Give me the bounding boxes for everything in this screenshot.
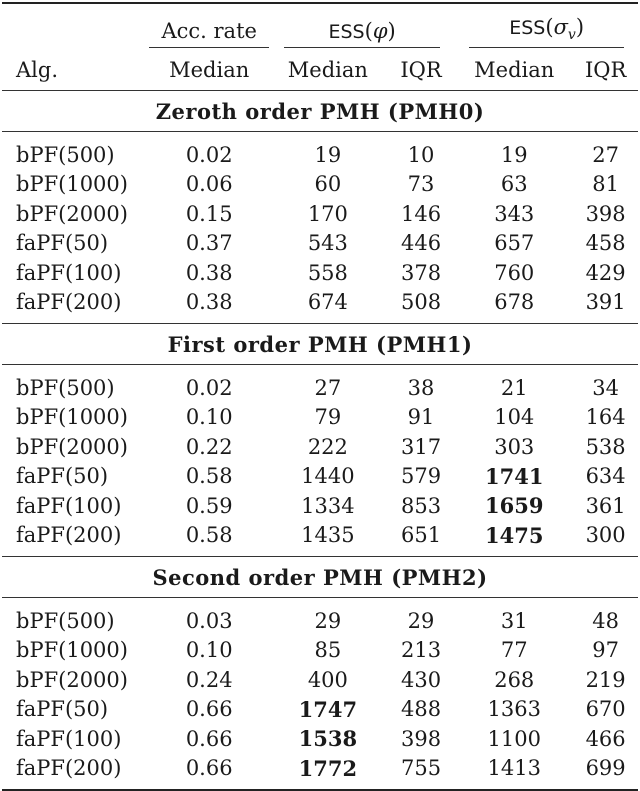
ess-sigma-iqr-cell: 429 bbox=[585, 260, 626, 285]
acc-rate-cell: 0.03 bbox=[185, 608, 233, 633]
table-row bbox=[2, 288, 638, 324]
ess-sigma-iqr-cell: 538 bbox=[585, 434, 626, 459]
ess-phi-iqr-cell: 29 bbox=[407, 608, 435, 633]
ess-sigma-median-cell: 268 bbox=[494, 667, 535, 692]
algorithm-cell: bPF(2000) bbox=[16, 667, 128, 692]
ess-phi-median-cell: 543 bbox=[307, 231, 348, 256]
acc-median-header: Median bbox=[149, 50, 268, 91]
algorithm-cell: bPF(500) bbox=[16, 608, 115, 633]
table-row bbox=[2, 258, 638, 288]
algorithm-cell: faPF(200) bbox=[16, 523, 122, 548]
ess-sigma-median-cell: 1659 bbox=[485, 493, 544, 519]
ess-phi-iqr-cell: 651 bbox=[400, 523, 442, 548]
ess-phi-iqr-cell: 38 bbox=[407, 375, 435, 400]
algorithm-cell: faPF(200) bbox=[2, 754, 149, 791]
ess-phi-median-cell: 1772 bbox=[269, 754, 387, 791]
ess-phi-iqr-cell: 378 bbox=[400, 260, 442, 285]
algorithm-cell: faPF(100) bbox=[16, 493, 122, 518]
ess-sigma-iqr-cell: 670 bbox=[585, 697, 626, 722]
acc-rate-cell: 0.15 bbox=[185, 201, 233, 226]
ess-sigma-iqr-cell: 27 bbox=[592, 142, 619, 167]
ess-phi-iqr-cell: 430 bbox=[400, 667, 442, 692]
ess-sigma-iqr-cell: 634 bbox=[585, 464, 626, 489]
ess-phi-median-cell: 1747 bbox=[298, 696, 358, 722]
algorithm-cell: faPF(200) bbox=[16, 290, 122, 315]
table-row bbox=[2, 170, 638, 200]
acc-rate-cell: 0.58 bbox=[185, 523, 233, 548]
ess-sigma-median-cell: 343 bbox=[494, 201, 535, 226]
alg-header: Alg. bbox=[2, 50, 149, 91]
acc-rate-cell: 0.10 bbox=[185, 405, 233, 430]
ess-sigma-iqr-cell: 361 bbox=[585, 493, 626, 518]
phi-iqr-header: IQR bbox=[387, 50, 455, 91]
header-row-1 bbox=[2, 3, 638, 50]
ess-phi-median-cell: 27 bbox=[314, 375, 342, 400]
table-row bbox=[2, 636, 638, 666]
acc-rate-cell: 0.66 bbox=[185, 697, 233, 722]
algorithm-cell: bPF(1000) bbox=[16, 638, 128, 663]
algorithm-cell: bPF(2000) bbox=[16, 201, 128, 226]
ess-phi-iqr-cell: 10 bbox=[407, 142, 435, 167]
ess-phi-iqr-cell: 398 bbox=[400, 726, 442, 751]
table-row bbox=[2, 365, 638, 403]
ess-sigma-median-cell: 19 bbox=[500, 142, 528, 167]
ess-phi-iqr-cell: 446 bbox=[400, 231, 442, 256]
ess-sigma-iqr-cell: 458 bbox=[585, 231, 626, 256]
ess-sigma-iqr-cell: 398 bbox=[585, 201, 626, 226]
ess-sigma-iqr-cell: 699 bbox=[573, 754, 638, 791]
section-title: Second order PMH (PMH2) bbox=[2, 557, 638, 598]
section-header bbox=[2, 557, 638, 598]
sigma-median-header: Median bbox=[455, 50, 573, 91]
ess-phi-iqr-cell: 91 bbox=[407, 405, 435, 430]
ess-phi-iqr-cell: 853 bbox=[400, 493, 442, 518]
ess-sigma-median-cell: 1741 bbox=[485, 463, 544, 489]
acc-rate-cell: 0.02 bbox=[185, 142, 233, 167]
ess-sigma-median-cell: 303 bbox=[494, 434, 535, 459]
ess-phi-median-cell: 1440 bbox=[301, 464, 355, 489]
table-row bbox=[2, 665, 638, 695]
acc-rate-cell: 0.02 bbox=[185, 375, 233, 400]
results-table bbox=[2, 2, 638, 791]
section-title: Zeroth order PMH (PMH0) bbox=[2, 91, 638, 132]
ess-sigma-header: $ESS(\sigma_v)$ bbox=[455, 3, 638, 50]
ess-sigma-median-cell: 63 bbox=[500, 172, 528, 197]
ess-phi-header: ESS(φ) bbox=[269, 3, 455, 50]
algorithm-cell: faPF(100) bbox=[16, 726, 122, 751]
ess-sigma-median-cell: 678 bbox=[494, 290, 535, 315]
section-header bbox=[2, 324, 638, 365]
section-title: First order PMH (PMH1) bbox=[2, 324, 638, 365]
acc-rate-cell: 0.59 bbox=[185, 493, 233, 518]
ess-sigma-median-cell: 77 bbox=[500, 638, 528, 663]
table-row bbox=[2, 199, 638, 229]
ess-phi-median-cell: 85 bbox=[314, 638, 342, 663]
ess-phi-median-cell: 79 bbox=[314, 405, 342, 430]
algorithm-cell: bPF(500) bbox=[16, 142, 115, 167]
ess-sigma-iqr-cell: 97 bbox=[592, 638, 619, 663]
ess-phi-median-cell: 558 bbox=[307, 260, 348, 285]
ess-phi-median-cell: 222 bbox=[307, 434, 348, 459]
ess-sigma-iqr-cell: 300 bbox=[585, 523, 626, 548]
algorithm-cell: bPF(2000) bbox=[16, 434, 128, 459]
acc-rate-cell: 0.66 bbox=[149, 754, 268, 791]
algorithm-cell: faPF(50) bbox=[16, 231, 109, 256]
ess-phi-iqr-cell: 73 bbox=[407, 172, 435, 197]
table-row bbox=[2, 462, 638, 492]
ess-sigma-iqr-cell: 34 bbox=[592, 375, 619, 400]
ess-phi-iqr-cell: 146 bbox=[400, 201, 442, 226]
ess-phi-median-cell: 400 bbox=[307, 667, 348, 692]
acc-rate-cell: 0.38 bbox=[185, 260, 233, 285]
ess-phi-iqr-cell: 755 bbox=[387, 754, 455, 791]
acc-rate-cell: 0.37 bbox=[185, 231, 233, 256]
algorithm-cell: faPF(50) bbox=[16, 697, 109, 722]
ess-sigma-median-cell: 104 bbox=[494, 405, 535, 430]
table-row bbox=[2, 598, 638, 636]
ess-sigma-median-cell: 1475 bbox=[485, 522, 544, 548]
acc-rate-cell: 0.24 bbox=[185, 667, 233, 692]
acc-rate-cell: 0.66 bbox=[185, 726, 233, 751]
table-row bbox=[2, 491, 638, 521]
ess-phi-iqr-cell: 488 bbox=[400, 697, 442, 722]
ess-phi-median-cell: 29 bbox=[314, 608, 342, 633]
acc-rate-cell: 0.06 bbox=[185, 172, 233, 197]
ess-phi-median-cell: 1538 bbox=[298, 726, 358, 752]
section-header bbox=[2, 91, 638, 132]
ess-phi-median-cell: 60 bbox=[314, 172, 342, 197]
ess-phi-median-cell: 1334 bbox=[301, 493, 355, 518]
ess-phi-median-cell: 674 bbox=[307, 290, 348, 315]
table-row bbox=[2, 521, 638, 557]
ess-sigma-iqr-cell: 391 bbox=[585, 290, 626, 315]
ess-sigma-median-cell: 21 bbox=[500, 375, 528, 400]
ess-phi-median-cell: 170 bbox=[307, 201, 348, 226]
algorithm-cell: faPF(100) bbox=[16, 260, 122, 285]
table-row bbox=[2, 132, 638, 170]
algorithm-cell: faPF(50) bbox=[16, 464, 109, 489]
ess-sigma-iqr-cell: 219 bbox=[585, 667, 626, 692]
ess-sigma-iqr-cell: 466 bbox=[585, 726, 626, 751]
ess-sigma-median-cell: 31 bbox=[500, 608, 528, 633]
phi-median-header: Median bbox=[269, 50, 387, 91]
ess-phi-iqr-cell: 213 bbox=[400, 638, 442, 663]
acc-rate-cell: 0.22 bbox=[185, 434, 233, 459]
algorithm-cell: bPF(1000) bbox=[16, 405, 128, 430]
table-row bbox=[2, 724, 638, 754]
table-row bbox=[2, 229, 638, 259]
ess-sigma-iqr-cell: 81 bbox=[592, 172, 619, 197]
ess-phi-iqr-cell: 579 bbox=[400, 464, 442, 489]
table-row bbox=[2, 403, 638, 433]
ess-phi-iqr-cell: 508 bbox=[400, 290, 442, 315]
algorithm-cell: bPF(500) bbox=[16, 375, 115, 400]
ess-sigma-iqr-cell: 164 bbox=[585, 405, 626, 430]
ess-phi-iqr-cell: 317 bbox=[400, 434, 442, 459]
ess-sigma-median-cell: 1413 bbox=[455, 754, 573, 791]
ess-phi-median-cell: 1435 bbox=[301, 523, 355, 548]
ess-phi-median-cell: 19 bbox=[314, 142, 342, 167]
ess-sigma-iqr-cell: 48 bbox=[592, 608, 619, 633]
table-row bbox=[2, 432, 638, 462]
header-row-2 bbox=[2, 50, 638, 91]
acc-rate-header: Acc. rate bbox=[149, 3, 268, 50]
ess-sigma-median-cell: 1363 bbox=[487, 697, 541, 722]
acc-rate-cell: 0.38 bbox=[185, 290, 233, 315]
algorithm-cell: bPF(1000) bbox=[16, 172, 128, 197]
table-row bbox=[2, 754, 638, 791]
sigma-iqr-header: IQR bbox=[573, 50, 638, 91]
table-row bbox=[2, 695, 638, 725]
acc-rate-cell: 0.58 bbox=[185, 464, 233, 489]
acc-rate-cell: 0.10 bbox=[185, 638, 233, 663]
ess-sigma-median-cell: 657 bbox=[494, 231, 535, 256]
ess-sigma-median-cell: 1100 bbox=[487, 726, 541, 751]
ess-sigma-median-cell: 760 bbox=[494, 260, 535, 285]
